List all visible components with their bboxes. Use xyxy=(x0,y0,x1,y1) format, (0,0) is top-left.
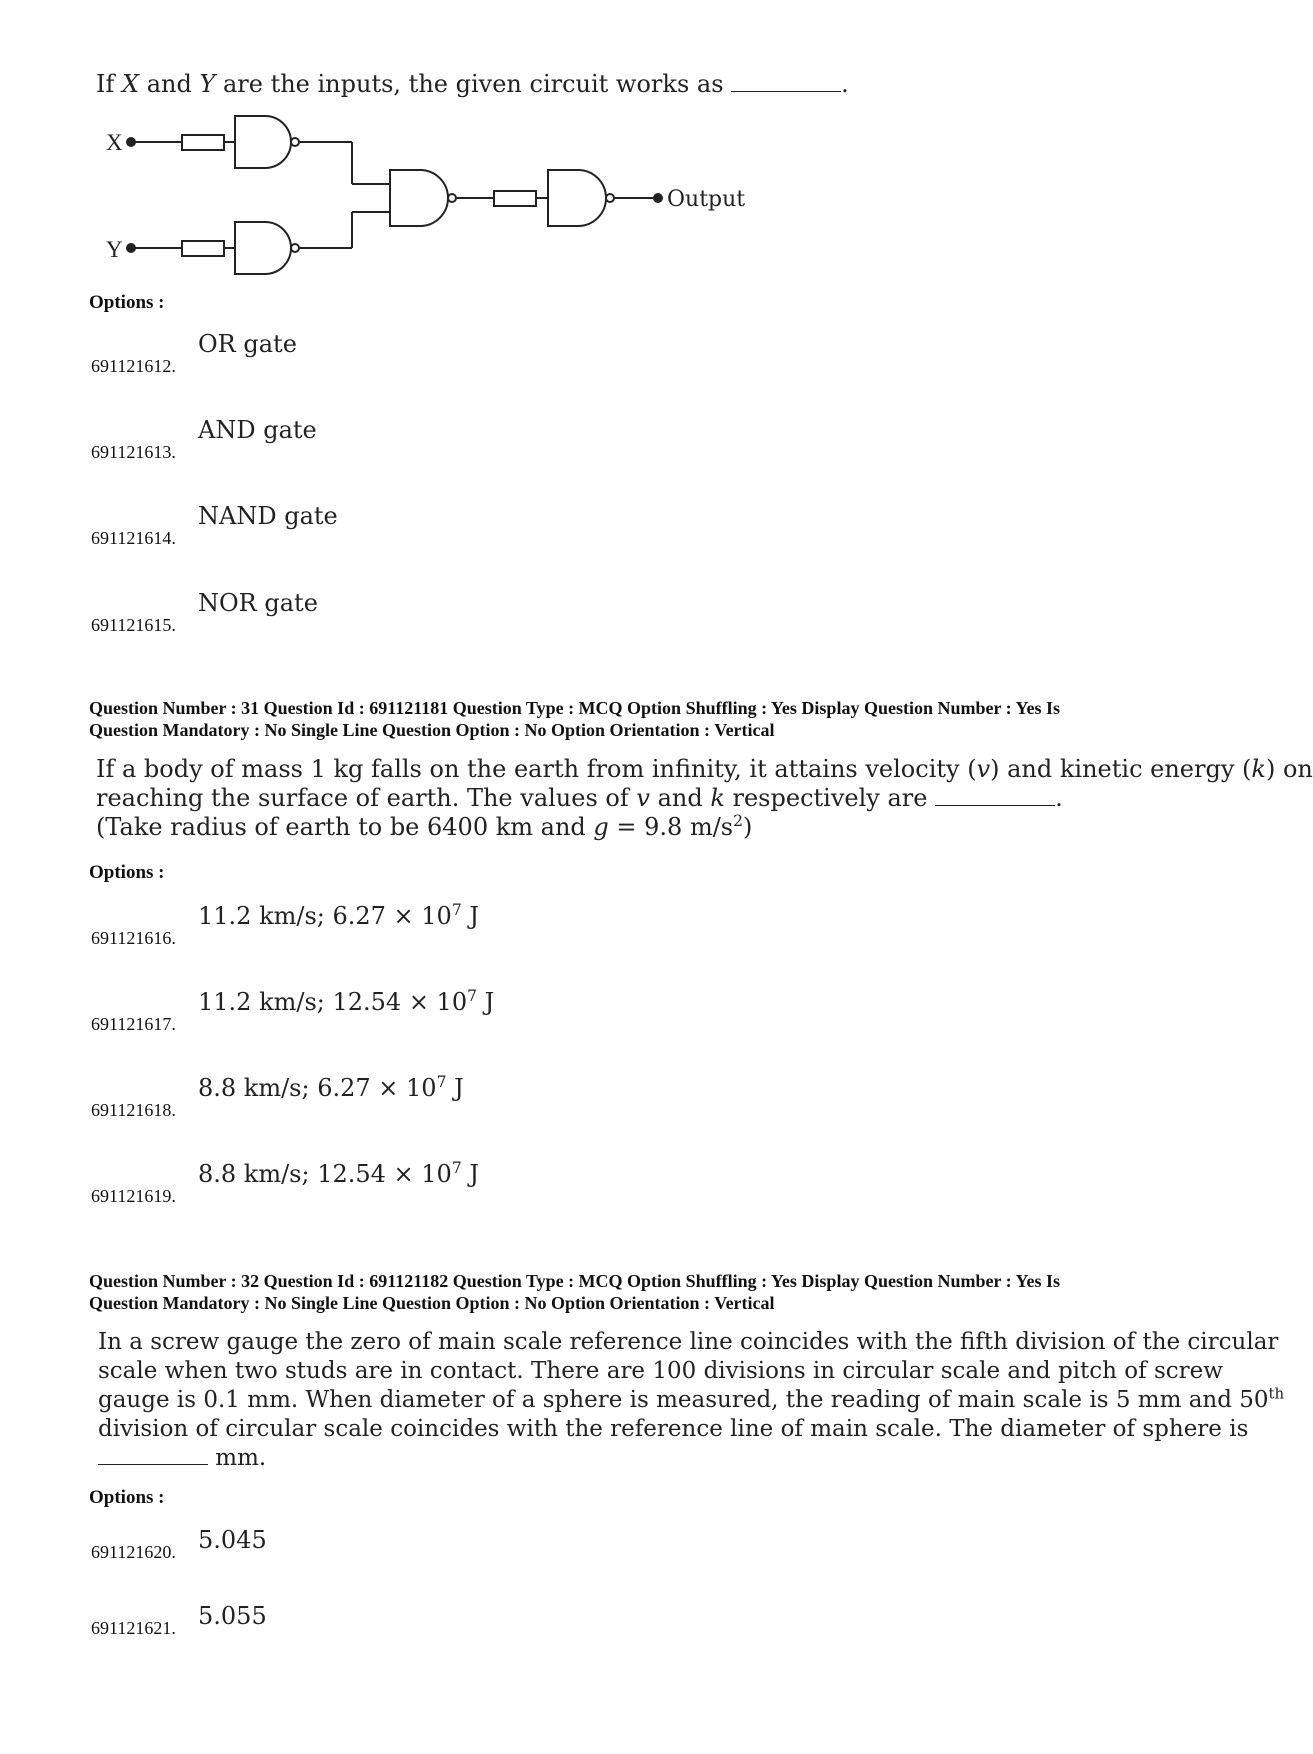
options-label: Options : xyxy=(89,292,165,313)
option-id: 691121618. xyxy=(91,1100,176,1120)
nand-gate-1-bubble xyxy=(291,138,299,146)
question-30-text: If X and Y are the inputs, the given circuit works as . xyxy=(96,70,849,98)
logic-circuit-diagram xyxy=(90,100,770,280)
option-text[interactable]: OR gate xyxy=(198,330,297,358)
options-label: Options : xyxy=(89,1487,165,1508)
options-label: Options : xyxy=(89,862,165,883)
option-text[interactable]: 11.2 km/s; $12.54 \times 10^7$ J xyxy=(198,987,495,1016)
label-y: Y xyxy=(106,237,123,262)
option-text[interactable]: 11.2 km/s; $6.27 \times 10^7$ J xyxy=(198,901,479,930)
option-id: 691121616. xyxy=(91,928,176,948)
option-text[interactable]: 5.045 xyxy=(198,1526,267,1554)
question-32-meta: Question Number : 32 Question Id : 691121182 Question Type : MCQ Option Shuffling : Yes Display Question Number : Yes Is Question Mandatory : No Single Line Question Option : No Option Orientation : Vertical xyxy=(89,1271,1060,1313)
option-id: 691121621. xyxy=(91,1618,176,1638)
option-id: 691121617. xyxy=(91,1014,176,1034)
nand-gate-4 xyxy=(548,170,606,226)
option-id: 691121613. xyxy=(91,442,176,462)
option-id: 691121612. xyxy=(91,356,176,376)
question-31-text: If a body of mass 1 kg falls on the earth from infinity, it attains velocity (v) and kinetic energy (k) on reaching the surface of earth. The values of v and k respectively are . (Take radius of earth to be 6400 km and g = 9.8 $m/s^2$) xyxy=(96,755,1313,841)
option-id: 691121620. xyxy=(91,1542,176,1562)
label-x: X xyxy=(106,130,123,155)
output-terminal xyxy=(654,194,662,202)
nand-gate-1 xyxy=(235,116,291,168)
option-text[interactable]: NAND gate xyxy=(198,502,338,530)
option-text[interactable]: 5.055 xyxy=(198,1602,267,1630)
option-id: 691121614. xyxy=(91,528,176,548)
option-id: 691121615. xyxy=(91,615,176,635)
nand-gate-3 xyxy=(390,170,448,226)
option-id: 691121619. xyxy=(91,1186,176,1206)
nand-gate-2-bubble xyxy=(291,244,299,252)
option-text[interactable]: 8.8 km/s; $6.27 \times 10^7$ J xyxy=(198,1073,464,1102)
mid-wire-block xyxy=(494,191,536,206)
input-x-block xyxy=(182,135,224,150)
option-text[interactable]: 8.8 km/s; $12.54 \times 10^7$ J xyxy=(198,1159,479,1188)
question-32-text: In a screw gauge the zero of main scale reference line coincides with the fifth division of the circular scale when two studs are in contact. There are 100 divisions in circular scale and pitch of screw gauge is 0.1 mm. When diameter of a sphere is measured, the reading of main scale is 5 mm and 50th division of circular scale coincides with the reference line of main scale. The diameter of sphere is mm. xyxy=(98,1329,1285,1471)
option-text[interactable]: NOR gate xyxy=(198,589,318,617)
answer-blank xyxy=(98,1463,208,1465)
answer-blank xyxy=(935,804,1055,806)
label-output: Output xyxy=(667,187,746,212)
nand-gate-2 xyxy=(235,222,291,274)
input-y-block xyxy=(182,241,224,256)
nand-gate-3-bubble xyxy=(448,194,456,202)
answer-blank xyxy=(731,90,841,92)
nand-gate-4-bubble xyxy=(606,194,614,202)
option-text[interactable]: AND gate xyxy=(198,416,317,444)
question-31-meta: Question Number : 31 Question Id : 691121181 Question Type : MCQ Option Shuffling : Yes Display Question Number : Yes Is Question Mandatory : No Single Line Question Option : No Option Orientation : Vertical xyxy=(89,698,1060,740)
